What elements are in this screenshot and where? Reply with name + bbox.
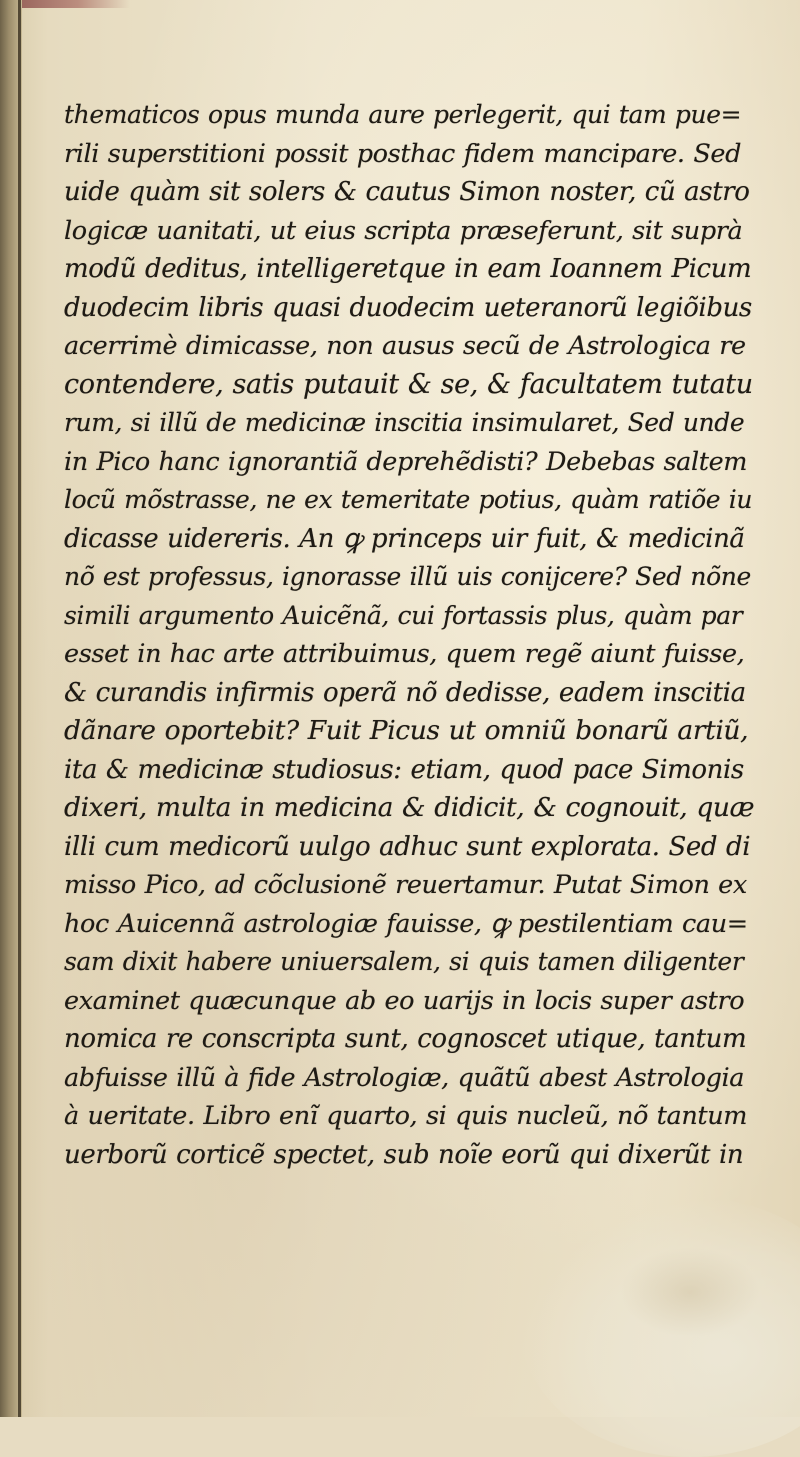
text-line: uerborũ corticẽ spectet, sub noĩe eorũ qui dixerũt in xyxy=(64,1139,744,1170)
text-line: à ueritate. Libro enĩ quarto, si quis nucleũ, nõ tantum xyxy=(64,1101,748,1131)
text-line: sam dixit habere uniuersalem, si quis tamen diligenter xyxy=(64,947,744,976)
text-line: misso Pico, ad cõclusionẽ reuertamur. Putat Simon ex xyxy=(64,870,747,900)
text-line: & curandis infirmis operã nõ dedisse, eadem inscitia xyxy=(64,677,746,708)
paper-stain-small xyxy=(620,1247,760,1337)
text-line: dixeri, multa in medicina & didicit, & cognouit, quæ xyxy=(64,792,755,823)
text-line: simili argumento Auicẽnã, cui fortassis plus, quàm par xyxy=(64,600,743,630)
text-line: ita & medicinæ studiosus: etiam, quod pace Simonis xyxy=(64,754,744,785)
text-line: logicæ uanitati, ut eius scripta præseferunt, sit suprà xyxy=(64,215,743,246)
text-line: acerrimè dimicasse, non ausus secũ de Astrologica re xyxy=(64,331,746,361)
text-line: nõ est professus, ignorasse illũ uis conijcere? Sed nõne xyxy=(64,562,751,591)
text-line: examinet quæcunque ab eo uarijs in locis super astro xyxy=(64,985,745,1016)
text-line: locũ mõstrasse, ne ex temeritate potius, quàm ratiõe iu xyxy=(64,485,753,514)
text-line: rum, si illũ de medicinæ inscitia insimularet, Sed unde xyxy=(64,408,745,437)
text-line: uide quàm sit solers & cautus Simon noster, cũ astro xyxy=(64,177,750,207)
text-line: in Pico hanc ignorantiã deprehẽdisti? Debebas saltem xyxy=(64,446,748,477)
text-line: contendere, satis putauit & se, & facultatem tutatu xyxy=(64,368,753,400)
text-line: illi cum medicorũ uulgo adhuc sunt explorata. Sed di xyxy=(64,831,751,862)
text-line: modũ deditus, intelligeretque in eam Ioannem Picum xyxy=(64,254,752,284)
text-line: esset in hac arte attribuimus, quem regẽ aiunt fuisse, xyxy=(64,639,745,669)
gutter-edge-line xyxy=(18,0,21,1417)
text-line: thematicos opus munda aure perlegerit, qui tam pue= xyxy=(64,100,742,129)
text-line: dicasse uidereris. An ꝙ princeps uir fuit, & medicinã xyxy=(64,523,745,554)
text-line: duodecim libris quasi duodecim ueteranorũ legiõibus xyxy=(64,292,752,323)
text-line: hoc Auicennã astrologiæ fauisse, ꝙ pestilentiam cau= xyxy=(64,908,748,939)
latin-text-block xyxy=(64,96,754,1174)
text-line: dãnare oportebit? Fuit Picus ut omniũ bonarũ artiũ, xyxy=(64,715,749,746)
text-line: abfuisse illũ à fide Astrologiæ, quãtũ abest Astrologia xyxy=(64,1062,745,1093)
text-line: nomica re conscripta sunt, cognoscet utique, tantum xyxy=(64,1024,747,1054)
text-line: rili superstitioni possit posthac fidem mancipare. Sed xyxy=(64,138,742,169)
